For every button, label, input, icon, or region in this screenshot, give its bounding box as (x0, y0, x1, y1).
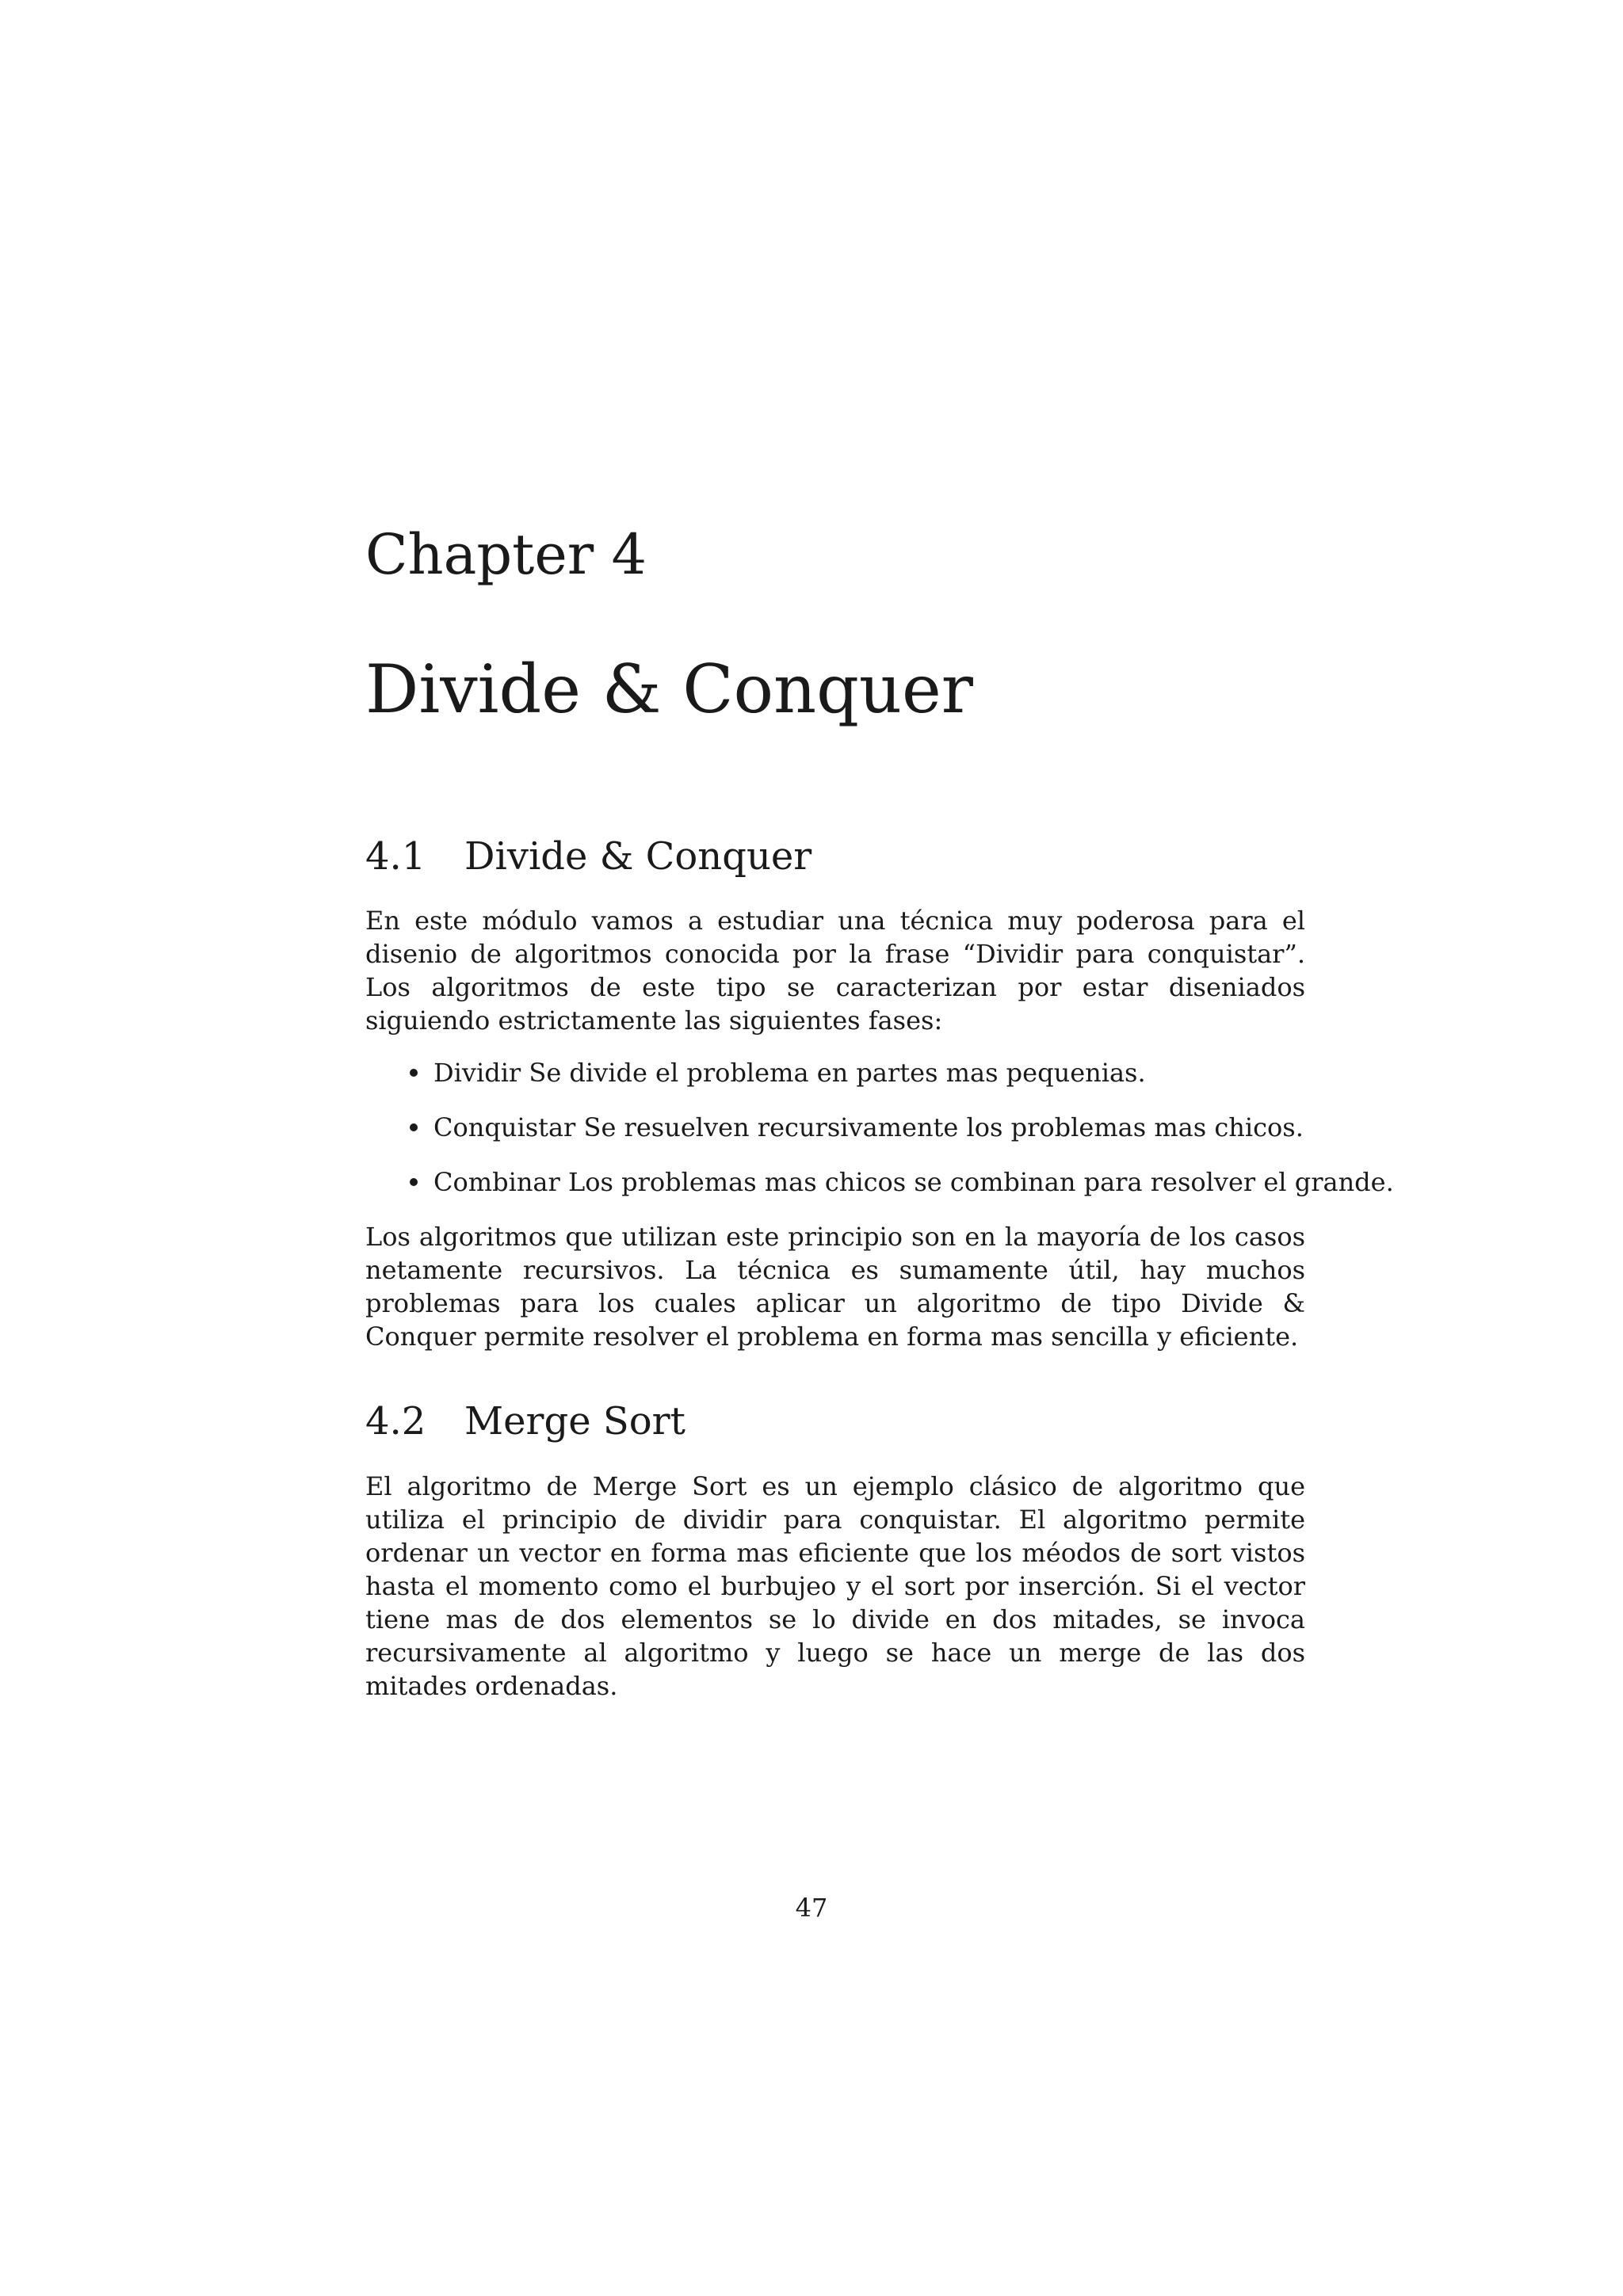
chapter-label: Chapter 4 (365, 522, 647, 587)
bullet-icon (410, 1069, 418, 1077)
section-heading-4-1 (365, 832, 812, 881)
section-number: 4.2 (365, 1399, 426, 1444)
list-item-text: Dividir Se divide el problema en partes mas pequenias. (433, 1058, 1146, 1088)
chapter-title: Divide & Conquer (365, 650, 973, 728)
section-4-1-closing (365, 1220, 1305, 1353)
paragraph: En este módulo vamos a estudiar una técnica muy poderosa para el disenio de algoritmos conocida por la frase “Dividir para conquistar”. Los algoritmos de este tipo se caracterizan por estar diseniados siguiendo estrictamente las siguientes fases: (365, 906, 1305, 1035)
section-4-1-intro (365, 904, 1305, 1037)
section-heading-4-2 (365, 1397, 685, 1446)
bullet-icon (410, 1123, 418, 1131)
list-item-text: Conquistar Se resuelven recursivamente los problemas mas chicos. (433, 1112, 1304, 1142)
list-item (365, 1056, 1305, 1089)
section-title: Divide & Conquer (464, 834, 812, 879)
list-item (365, 1111, 1305, 1144)
section-4-2-body (365, 1470, 1305, 1703)
phase-list (365, 1056, 1394, 1220)
paragraph: Los algoritmos que utilizan este principio son en la mayoría de los casos netamente recursivos. La técnica es sumamente útil, hay muchos problemas para los cuales aplicar un algoritmo de tipo Divide & Conquer permite resolver el problema en forma mas sencilla y eficiente. (365, 1222, 1305, 1352)
section-title: Merge Sort (464, 1399, 685, 1444)
page-number: 47 (795, 1893, 828, 1923)
bullet-icon (410, 1178, 418, 1186)
paragraph: El algoritmo de Merge Sort es un ejemplo clásico de algoritmo que utiliza el principio de dividir para conquistar. El algoritmo permite ordenar un vector en forma mas eficiente que los méodos de sort vistos hasta el momento como el burbujeo y el sort por inserción. Si el vector tiene mas de dos elementos se lo divide en dos mitades, se invoca recursivamente al algoritmo y luego se hace un merge de las dos mitades ordenadas. (365, 1471, 1305, 1701)
list-item (365, 1165, 1394, 1199)
section-number: 4.1 (365, 834, 426, 879)
list-item-text: Combinar Los problemas mas chicos se combinan para resolver el grande. (433, 1167, 1394, 1197)
